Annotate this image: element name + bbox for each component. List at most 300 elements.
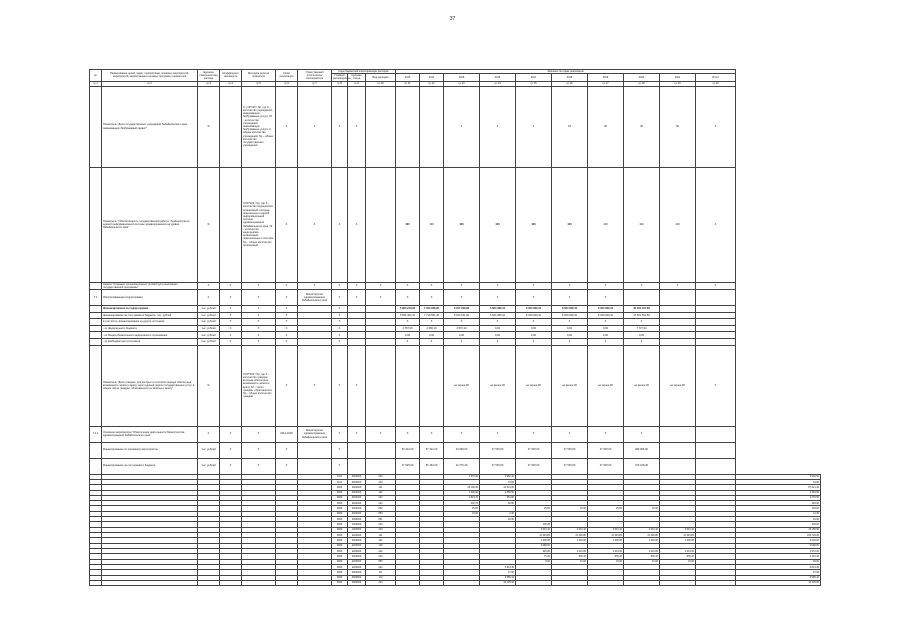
cell: 0020400 bbox=[348, 490, 366, 495]
cell: 242 bbox=[366, 548, 396, 553]
header-vid: Вид расходов bbox=[366, 74, 396, 81]
cell: 10,00 bbox=[588, 559, 624, 564]
header-coef: Коэффициент значимости bbox=[220, 70, 242, 82]
cell: 0909 bbox=[332, 527, 348, 532]
header-year: 2016 bbox=[480, 74, 516, 81]
header-budget-group: Коды бюджетной классификации расходов bbox=[332, 70, 396, 74]
cell: 5 956 464,10 bbox=[396, 312, 420, 319]
detail-rows bbox=[90, 474, 821, 586]
cell: 121 bbox=[366, 533, 396, 538]
indicator-unit: % bbox=[198, 345, 220, 426]
cell bbox=[660, 338, 696, 345]
cell: Х bbox=[624, 282, 660, 289]
event-name: Основное мероприятие "Обеспечение деятельности Министерства здравоохранения Забайкальского края" bbox=[102, 426, 198, 442]
cell: 47 625,00 bbox=[552, 442, 588, 458]
cell: Х bbox=[588, 426, 624, 442]
cell: 3 585,10 bbox=[736, 575, 821, 580]
cell: 0020400 bbox=[348, 485, 366, 490]
cell: 835,10 bbox=[660, 554, 696, 559]
cell: 0909 bbox=[332, 485, 348, 490]
cell: Х bbox=[348, 167, 366, 282]
cell: Х bbox=[332, 86, 348, 167]
cell: Х bbox=[332, 282, 348, 289]
cell: 31 345,80 bbox=[660, 533, 696, 538]
cell: 3 031,10 bbox=[588, 527, 624, 532]
cell: 47 625,00 bbox=[480, 442, 516, 458]
cell: 7 020 936,90 bbox=[420, 306, 444, 313]
cell: 1 358,50 bbox=[480, 490, 516, 495]
cell: тыс. рублей bbox=[198, 332, 220, 339]
cell: 1 200,00 bbox=[660, 538, 696, 543]
cell: 100 bbox=[624, 167, 660, 282]
cell: тыс. рублей bbox=[198, 312, 220, 319]
cell: 242 bbox=[366, 495, 396, 500]
cell: 4600000 bbox=[348, 575, 366, 580]
task-row bbox=[90, 282, 821, 289]
cell: 31 345,80 bbox=[624, 533, 660, 538]
indicator-row-2 bbox=[90, 167, 821, 282]
cell: - из федерального бюджета bbox=[102, 325, 198, 332]
cell bbox=[660, 442, 696, 458]
cell: Х bbox=[516, 282, 552, 289]
cell bbox=[660, 458, 696, 474]
cell: Х bbox=[332, 319, 348, 326]
cell: 1 200,00 bbox=[588, 538, 624, 543]
cell: Х bbox=[276, 332, 298, 339]
cell: 0909 bbox=[332, 554, 348, 559]
cell: - из Фонда обязательного медицинского страхования bbox=[102, 332, 198, 339]
cell: 0909 bbox=[332, 570, 348, 575]
cell: 244 bbox=[366, 479, 396, 484]
header-year: 2017 bbox=[516, 74, 552, 81]
cell: 42 276,40 bbox=[444, 458, 480, 474]
cell: 0909 bbox=[332, 543, 348, 548]
cell: 15 155,50 bbox=[736, 527, 821, 532]
cell bbox=[588, 580, 624, 585]
cell: Х bbox=[624, 319, 660, 326]
cell: гр.13 bbox=[444, 81, 480, 86]
cell: тыс. рублей bbox=[198, 306, 220, 313]
cell: Х bbox=[332, 458, 348, 474]
cell: Х bbox=[220, 306, 242, 313]
cell: 7 737,30 bbox=[624, 325, 660, 332]
cell: Х bbox=[348, 86, 366, 167]
cell: Х bbox=[242, 319, 276, 326]
cell: 100 bbox=[396, 167, 420, 282]
cell: гр.15 bbox=[516, 81, 552, 86]
cell: Х bbox=[276, 306, 298, 313]
cell: Х bbox=[552, 319, 588, 326]
cell: Х bbox=[242, 282, 276, 289]
cell: Х bbox=[242, 312, 276, 319]
cell: гр.2 bbox=[102, 81, 198, 86]
cell: 3 031,10 bbox=[552, 527, 588, 532]
cell: 0909 bbox=[332, 522, 348, 527]
cell: Х bbox=[276, 290, 298, 306]
cell: 0909 bbox=[332, 495, 348, 500]
cell bbox=[298, 325, 332, 332]
cell: гр.14 bbox=[480, 81, 516, 86]
cell bbox=[516, 580, 552, 585]
cell: 46,90 bbox=[480, 517, 516, 522]
cell: 0909 bbox=[332, 564, 348, 569]
cell: Х bbox=[516, 290, 552, 306]
finance-row bbox=[90, 319, 821, 326]
cell bbox=[90, 325, 102, 332]
cell: 6 034 930,10 bbox=[588, 306, 624, 313]
cell: 651,80 bbox=[480, 495, 516, 500]
cell: Х bbox=[220, 458, 242, 474]
cell: 0909 bbox=[332, 559, 348, 564]
cell: 10,00 bbox=[660, 559, 696, 564]
cell: Х bbox=[220, 338, 242, 345]
cell bbox=[366, 442, 396, 458]
cell: Х bbox=[220, 312, 242, 319]
cell: 493,60 bbox=[736, 501, 821, 506]
cell bbox=[220, 580, 242, 585]
cell: Х bbox=[220, 319, 242, 326]
header-term: Сроки реализации bbox=[276, 70, 298, 82]
cell: 100,00 bbox=[516, 522, 552, 527]
header-total: Итого bbox=[696, 74, 736, 81]
cell bbox=[696, 442, 736, 458]
cell: 6 932,50 bbox=[736, 474, 821, 479]
cell: гр.17 bbox=[588, 81, 624, 86]
cell: 244 bbox=[366, 554, 396, 559]
cell: 2200000 bbox=[348, 538, 366, 543]
cell: 0 bbox=[420, 338, 444, 345]
cell: 1 200,00 bbox=[624, 538, 660, 543]
cell: 5,00 bbox=[516, 559, 552, 564]
cell: Финансирование по основному мероприятию bbox=[102, 442, 198, 458]
cell: 0020400 bbox=[348, 506, 366, 511]
cell: 47 625,00 bbox=[588, 458, 624, 474]
cell: 47 625,00 bbox=[516, 458, 552, 474]
cell: Х bbox=[366, 290, 396, 306]
cell: Х bbox=[444, 426, 480, 442]
cell: 0909 bbox=[332, 575, 348, 580]
header-year: 2019 bbox=[588, 74, 624, 81]
cell: Х bbox=[242, 290, 276, 306]
cell: 15 bbox=[552, 86, 588, 167]
header-name: Наименование целей, задач, подпрограмм, основных мероприятий, мероприятий, ведомственных целевых программ, показателей bbox=[102, 70, 198, 82]
cell: 380 906,00 bbox=[624, 442, 660, 458]
cell: Х bbox=[366, 282, 396, 289]
cell: 4600000 bbox=[348, 570, 366, 575]
cell: 835,10 bbox=[624, 554, 660, 559]
cell: 122 bbox=[366, 490, 396, 495]
cell: 45,00 bbox=[736, 559, 821, 564]
header-executor: Ответственный исполнитель/ соисполнитель bbox=[298, 70, 332, 82]
cell: 100 bbox=[552, 167, 588, 282]
cell: 37,90 bbox=[736, 570, 821, 575]
cell: Х bbox=[332, 332, 348, 339]
cell bbox=[696, 325, 736, 332]
cell: 0 bbox=[516, 338, 552, 345]
cell bbox=[348, 458, 366, 474]
cell: 100 bbox=[660, 167, 696, 282]
cell bbox=[90, 458, 102, 474]
cell: 0920000 bbox=[348, 479, 366, 484]
cell: Х bbox=[396, 319, 420, 326]
indicator-unit: % bbox=[198, 167, 220, 282]
cell: 0020400 bbox=[348, 511, 366, 516]
cell: Х bbox=[552, 290, 588, 306]
cell: 31 345,80 bbox=[552, 533, 588, 538]
cell: 47 625,00 bbox=[396, 458, 420, 474]
cell bbox=[366, 325, 396, 332]
cell bbox=[366, 338, 396, 345]
cell: 244 bbox=[366, 564, 396, 569]
cell: 0113 bbox=[332, 479, 348, 484]
cell: 6 034 930,10 bbox=[516, 312, 552, 319]
cell: 25,00 bbox=[588, 506, 624, 511]
cell: 0,00 bbox=[552, 332, 588, 339]
cell: Х bbox=[220, 290, 242, 306]
cell: Х bbox=[396, 282, 420, 289]
cell: 1 013,00 bbox=[660, 548, 696, 553]
detail-row bbox=[90, 580, 821, 585]
cell: гр.1 bbox=[90, 81, 102, 86]
cell: Х bbox=[242, 458, 276, 474]
cell: 56 152,00 bbox=[420, 458, 444, 474]
cell bbox=[348, 332, 366, 339]
cell: 25,00 bbox=[552, 506, 588, 511]
cell: 244 bbox=[366, 580, 396, 585]
cell: Х bbox=[552, 282, 588, 289]
cell: 121 bbox=[366, 485, 396, 490]
cell: 1000000 bbox=[348, 522, 366, 527]
cell: не менее 90 bbox=[516, 345, 552, 426]
cell: Х bbox=[276, 442, 298, 458]
cell: гр.9 bbox=[348, 81, 366, 86]
cell: 0909 bbox=[332, 548, 348, 553]
cell bbox=[552, 580, 588, 585]
cell: 0020400 bbox=[348, 495, 366, 500]
cell: 1 200,00 bbox=[516, 538, 552, 543]
cell: 10,00 bbox=[444, 511, 480, 516]
cell: Х bbox=[332, 442, 348, 458]
cell bbox=[90, 306, 102, 313]
cell bbox=[298, 458, 332, 474]
cell: 0909 bbox=[332, 517, 348, 522]
cell: 60,90 bbox=[480, 501, 516, 506]
cell bbox=[90, 319, 102, 326]
cell: 129 bbox=[366, 543, 396, 548]
cell: 0,00 bbox=[552, 325, 588, 332]
cell: Х bbox=[444, 319, 480, 326]
cell: 0 bbox=[552, 338, 588, 345]
cell: гр.8 bbox=[332, 81, 348, 86]
cell: 0,00 bbox=[480, 325, 516, 332]
cell: 0920000 bbox=[348, 474, 366, 479]
cell: 75,00 bbox=[516, 554, 552, 559]
cell: Х bbox=[420, 282, 444, 289]
cell: 2200000 bbox=[348, 548, 366, 553]
cell bbox=[348, 442, 366, 458]
cell: 47 625,00 bbox=[552, 458, 588, 474]
cell: 0909 bbox=[332, 538, 348, 543]
cell: Х bbox=[480, 426, 516, 442]
cell: Х bbox=[696, 282, 736, 289]
cell: 0,00 bbox=[480, 332, 516, 339]
cell: 853 bbox=[366, 559, 396, 564]
cell: Х bbox=[220, 325, 242, 332]
cell: гр.20 bbox=[696, 81, 736, 86]
cell: 12,30 bbox=[736, 511, 821, 516]
cell: 25,00 bbox=[516, 506, 552, 511]
cell: 0909 bbox=[332, 501, 348, 506]
cell: Х bbox=[348, 282, 366, 289]
cell: 835,10 bbox=[588, 554, 624, 559]
cell: 851 bbox=[366, 517, 396, 522]
cell: 6 034 930,10 bbox=[516, 306, 552, 313]
cell bbox=[90, 580, 102, 585]
cell: 5 813,30 bbox=[736, 564, 821, 569]
cell bbox=[660, 580, 696, 585]
cell bbox=[696, 306, 736, 313]
event-term: 2014-2020 bbox=[276, 426, 298, 442]
cell bbox=[90, 442, 102, 458]
task-name: Задача "Создание организационных условий для реализации государственной программы" bbox=[102, 282, 198, 289]
cell: 5 914 641,60 bbox=[444, 312, 480, 319]
event-name: Обеспечивающая подпрограмма bbox=[102, 290, 198, 306]
cell: 1 824,70 bbox=[444, 495, 480, 500]
cell: тыс. рублей bbox=[198, 442, 220, 458]
cell bbox=[242, 580, 276, 585]
cell: 2 787,00 bbox=[396, 325, 420, 332]
cell: 2,30 bbox=[480, 511, 516, 516]
cell: 0,00 bbox=[516, 325, 552, 332]
indicator-method: Х=Nf*100 / Np, где Х – количество граждан, которым обеспечена возможность записи к врачу, Nf – число граждан, обратившихся, Np – общее количество граждан bbox=[242, 345, 276, 426]
indicator-method: Х=Nf*100 / Np, где Х – количество медицинских организаций, которые подключены к единой информационной системе здравоохранения Забайкальского края, Nf – количество медицинских организаций, подключенных к системе, Np – общее количество организаций bbox=[242, 167, 276, 282]
cell: Х bbox=[420, 290, 444, 306]
cell bbox=[198, 580, 220, 585]
cell: Х bbox=[276, 167, 298, 282]
cell: 31 345,80 bbox=[588, 533, 624, 538]
cell: Х bbox=[332, 167, 348, 282]
cell: 0 bbox=[444, 338, 480, 345]
indicator-row-1 bbox=[90, 86, 821, 167]
cell: 30 bbox=[588, 86, 624, 167]
cell: 4 972,00 bbox=[736, 548, 821, 553]
cell bbox=[348, 306, 366, 313]
cell bbox=[444, 580, 480, 585]
cell: 1 013,00 bbox=[552, 548, 588, 553]
cell: 34,80 bbox=[736, 479, 821, 484]
indicator-name: Показатель "Доля государственных учреждений Забайкальского края, оказывающих безбумажный сервис" bbox=[102, 86, 198, 167]
cell: гр.19 bbox=[660, 81, 696, 86]
cell bbox=[660, 332, 696, 339]
cell: 853 bbox=[366, 511, 396, 516]
event-no: 7.1.1 bbox=[90, 426, 102, 442]
cell: 42 513,00 bbox=[480, 485, 516, 490]
cell: гр.12 bbox=[420, 81, 444, 86]
cell: 47 625,00 bbox=[588, 442, 624, 458]
cell: 2200000 bbox=[348, 533, 366, 538]
cell: 2200000 bbox=[348, 564, 366, 569]
cell: 852 bbox=[366, 506, 396, 511]
cell bbox=[298, 338, 332, 345]
finance-row bbox=[90, 458, 821, 474]
cell: 34,80 bbox=[480, 479, 516, 484]
cell: 244 bbox=[366, 501, 396, 506]
cell bbox=[298, 442, 332, 458]
cell: Х bbox=[242, 442, 276, 458]
cell: 0020400 bbox=[348, 501, 366, 506]
cell: Х bbox=[696, 167, 736, 282]
cell: Х bbox=[516, 319, 552, 326]
cell: 0909 bbox=[332, 506, 348, 511]
cell: 50 412,00 bbox=[396, 442, 420, 458]
cell bbox=[660, 319, 696, 326]
cell: 3 031,10 bbox=[516, 527, 552, 532]
cell: тыс. рублей bbox=[198, 325, 220, 332]
cell: Х bbox=[220, 282, 242, 289]
cell: Х bbox=[480, 319, 516, 326]
cell bbox=[660, 312, 696, 319]
cell bbox=[696, 458, 736, 474]
cell: Х bbox=[332, 325, 348, 332]
cell: Х bbox=[332, 345, 348, 426]
cell: гр.10 bbox=[366, 81, 396, 86]
cell: Х bbox=[588, 290, 624, 306]
cell: Х bbox=[332, 306, 348, 313]
cell: Х bbox=[276, 458, 298, 474]
cell: 7 710 551,40 bbox=[420, 312, 444, 319]
cell: 9 089,00 bbox=[736, 543, 821, 548]
cell bbox=[90, 332, 102, 339]
cell: Х bbox=[332, 290, 348, 306]
cell: 2 970,40 bbox=[444, 474, 480, 479]
event-executor: Министерство здравоохранения Забайкальского края bbox=[298, 290, 332, 306]
cell: гр.5 bbox=[242, 81, 276, 86]
cell: 2200000 bbox=[348, 543, 366, 548]
cell: гр.4 bbox=[220, 81, 242, 86]
cell bbox=[298, 312, 332, 319]
cell: не менее 90 bbox=[660, 345, 696, 426]
cell: не менее 90 bbox=[624, 345, 660, 426]
cell: 244 bbox=[366, 474, 396, 479]
cell: Х bbox=[396, 426, 420, 442]
header-year: 2014 bbox=[420, 74, 444, 81]
cell: 2200000 bbox=[348, 559, 366, 564]
cell bbox=[348, 312, 366, 319]
cell: 47 625,00 bbox=[480, 458, 516, 474]
cell: 4600000 bbox=[348, 580, 366, 585]
cell: тыс. рублей bbox=[198, 319, 220, 326]
cell: 920,00 bbox=[516, 548, 552, 553]
cell: 3 585,10 bbox=[480, 575, 516, 580]
cell: 5 813,30 bbox=[480, 564, 516, 569]
cell: 35 bbox=[624, 86, 660, 167]
cell: 112 bbox=[366, 575, 396, 580]
cell bbox=[366, 306, 396, 313]
indicator-row-3 bbox=[90, 345, 821, 426]
header-year: 2013 bbox=[396, 74, 420, 81]
cell bbox=[276, 580, 298, 585]
cell: 10,00 bbox=[552, 559, 588, 564]
cell: 43 696,00 bbox=[444, 442, 480, 458]
cell: 2 570,10 bbox=[444, 325, 480, 332]
finance-row bbox=[90, 325, 821, 332]
cell: 47 561 601,50 bbox=[624, 312, 660, 319]
cell bbox=[348, 338, 366, 345]
cell: 37,90 bbox=[480, 570, 516, 575]
cell: Х bbox=[298, 167, 332, 282]
cell: гр.18 bbox=[624, 81, 660, 86]
cell: 0 bbox=[588, 338, 624, 345]
